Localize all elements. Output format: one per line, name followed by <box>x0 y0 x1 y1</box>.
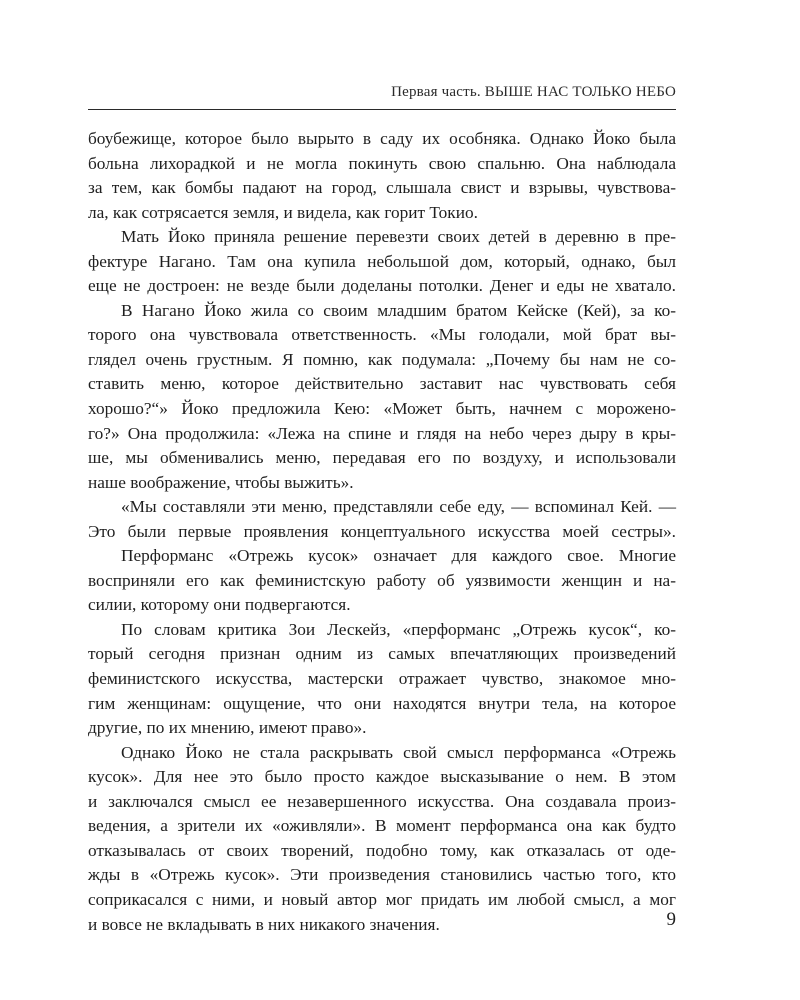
text-line: соприкасался с ними, и новый автор мог придать им любой смысл, а мог <box>88 889 676 909</box>
running-header: Первая часть. ВЫШЕ НАС ТОЛЬКО НЕБО <box>391 84 676 100</box>
text-line: Это были первые проявления концептуального искусства моей сестры». <box>88 521 676 541</box>
text-line: ла, как сотрясается земля, и видела, как горит Токио. <box>88 202 478 222</box>
text-line: го?» Она продолжила: «Лежа на спине и глядя на небо через дыру в кры- <box>88 423 676 443</box>
text-line: больна лихорадкой и не могла покинуть свою спальню. Она наблюдала <box>88 153 676 173</box>
text-line: По словам критика Зои Лескейз, «перформанс „Отрежь кусок“, ко- <box>121 619 676 639</box>
text-line: Однако Йоко не стала раскрывать свой смысл перформанса «Отрежь <box>121 742 676 762</box>
text-line: отказывалась от своих творений, подобно тому, как отказалась от оде- <box>88 840 676 860</box>
text-line: фектуре Нагано. Там она купила небольшой дом, который, однако, был <box>88 251 676 271</box>
text-line: и заключался смысл ее незавершенного искусства. Она создавала произ- <box>88 791 676 811</box>
text-line: «Мы составляли эти меню, представляли себе еду, — вспоминал Кей. — <box>121 497 676 517</box>
text-line: наше воображение, чтобы выжить». <box>88 472 354 492</box>
paragraph <box>88 741 676 937</box>
text-line: торого она чувствовала ответственность. «Мы голодали, мой брат вы- <box>88 325 676 345</box>
text-line: боубежище, которое было вырыто в саду их особняка. Однако Йоко была <box>88 129 676 148</box>
text-line: торый сегодня признан одним из самых впечатляющих произведений <box>88 644 676 664</box>
text-line: Перформанс «Отрежь кусок» означает для каждого свое. Многие <box>121 546 676 566</box>
text-line: восприняли его как феминистскую работу об уязвимости женщин и на- <box>88 570 676 590</box>
text-line: ведения, а зрители их «оживляли». В момент перформанса она как будто <box>88 816 676 836</box>
text-line: глядел очень грустным. Я помню, как подумала: „Почему бы нам не со- <box>88 349 676 369</box>
text-line: за тем, как бомбы падают на город, слышала свист и взрывы, чувствова- <box>88 178 676 198</box>
text-line: еще не достроен: не везде были доделаны потолки. Денег и еды не хватало. <box>88 276 676 296</box>
text-line: силии, которому они подвергаются. <box>88 595 351 615</box>
page-number: 9 <box>666 909 676 930</box>
text-line: кусок». Для нее это было просто каждое высказывание о нем. В этом <box>88 767 676 787</box>
paragraph <box>88 495 676 544</box>
text-line: гим женщинам: ощущение, что они находятся внутри тела, на которое <box>88 693 676 713</box>
text-line: феминистского искусства, мастерски отражает чувство, знакомое мно- <box>88 669 676 689</box>
paragraph <box>88 127 676 225</box>
text-line: хорошо?“» Йоко предложила Кею: «Может быть, начнем с морожено- <box>88 399 676 419</box>
text-line: ше, мы обменивались меню, передавая его по воздуху, и использовали <box>88 448 676 468</box>
text-line: другие, по их мнению, имеют право». <box>88 718 367 738</box>
text-line: жды в «Отрежь кусок». Эти произведения становились частью того, кто <box>88 865 676 885</box>
body-text <box>88 127 676 937</box>
paragraph <box>88 299 676 495</box>
text-line: ставить меню, которое действительно заставит нас чувствовать себя <box>88 374 676 394</box>
paragraph <box>88 618 676 741</box>
paragraph <box>88 544 676 618</box>
text-line: В Нагано Йоко жила со своим младшим братом Кейске (Кей), за ко- <box>121 300 676 320</box>
text-line: Мать Йоко приняла решение перевезти своих детей в деревню в пре- <box>121 227 676 247</box>
paragraph <box>88 225 676 299</box>
text-line: и вовсе не вкладывать в них никакого значения. <box>88 914 440 934</box>
header-divider <box>88 109 676 110</box>
